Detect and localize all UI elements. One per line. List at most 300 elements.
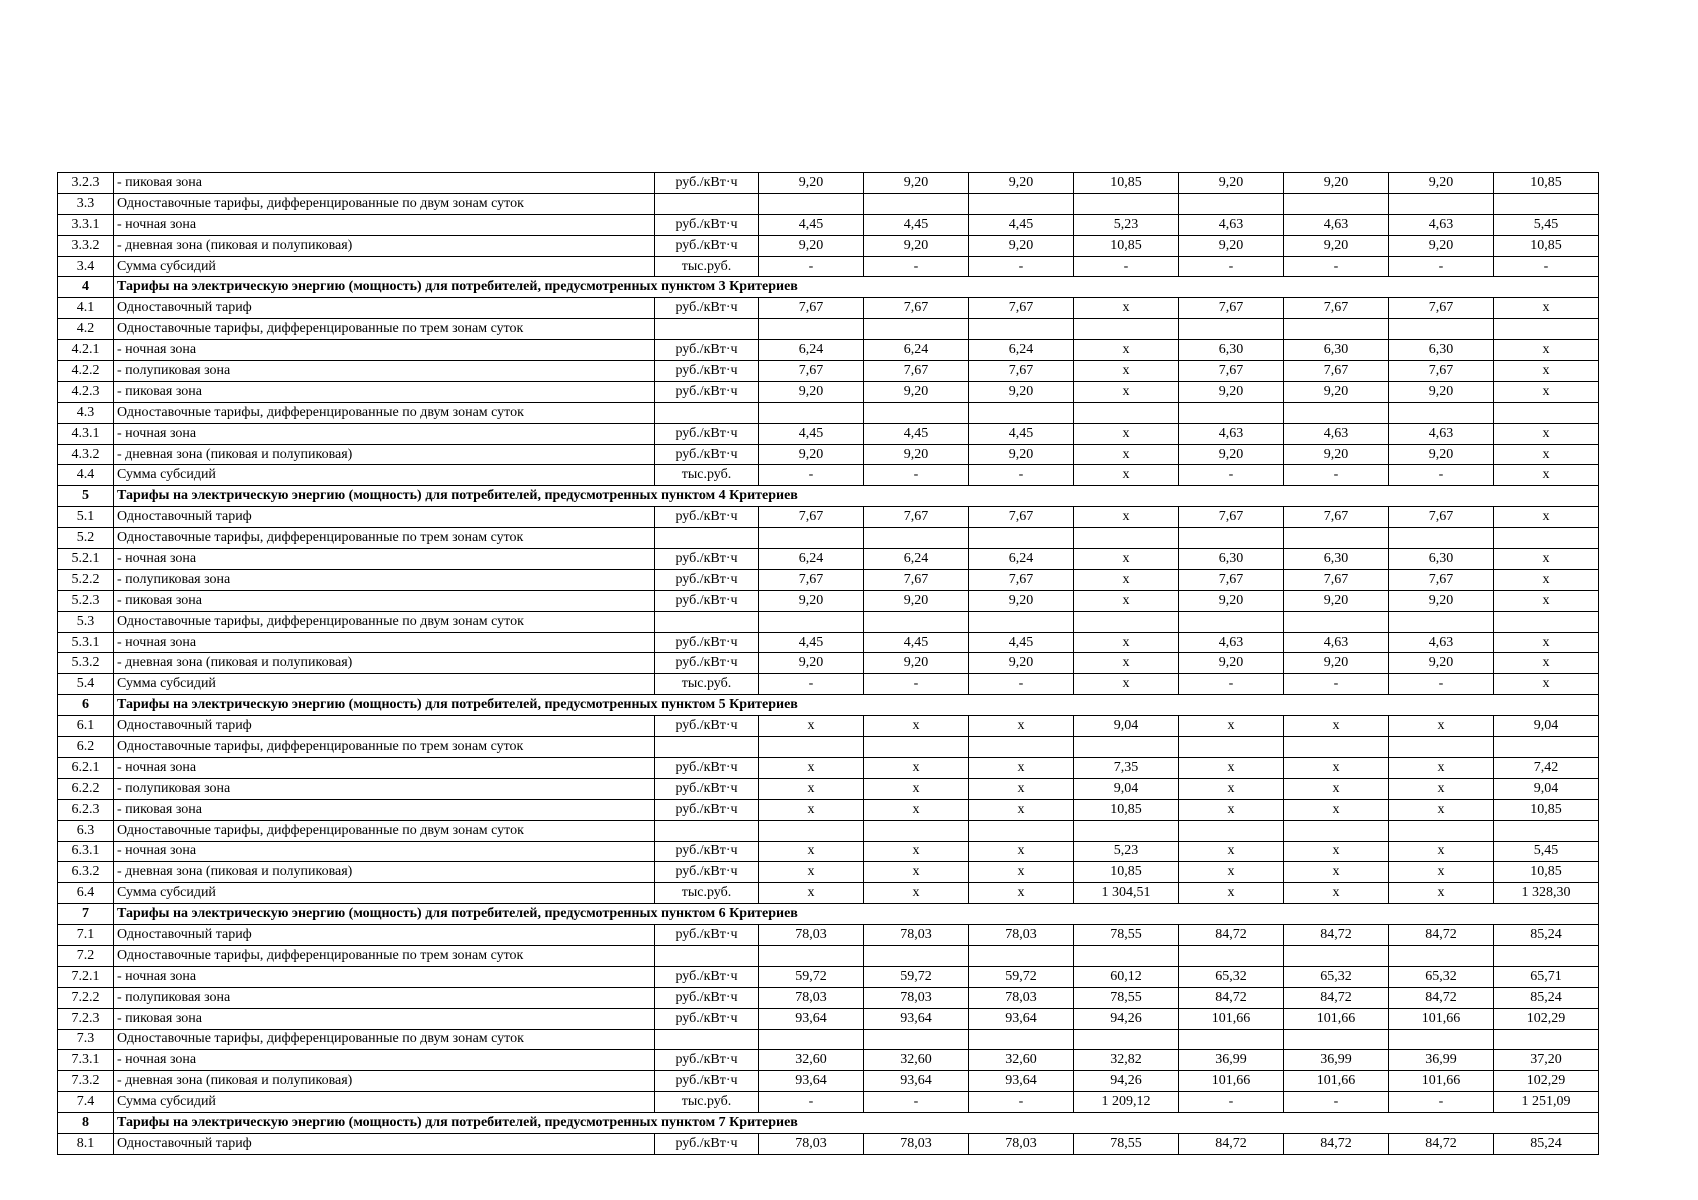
value-cell	[1074, 402, 1179, 423]
value-cell: x	[1284, 757, 1389, 778]
row-number: 4.2.3	[58, 381, 114, 402]
row-number: 7.2.2	[58, 987, 114, 1008]
value-cell	[1389, 945, 1494, 966]
value-cell: 6,24	[969, 340, 1074, 361]
value-cell: 4,45	[864, 214, 969, 235]
subheader-row	[58, 945, 1599, 966]
row-number: 7	[58, 904, 114, 925]
value-cell: -	[864, 1092, 969, 1113]
row-unit: тыс.руб.	[655, 883, 759, 904]
value-cell: x	[1284, 862, 1389, 883]
row-name: - ночная зона	[114, 423, 655, 444]
value-cell: 9,20	[1179, 590, 1284, 611]
value-cell	[864, 402, 969, 423]
value-cell: 9,20	[864, 653, 969, 674]
value-cell: 78,03	[864, 987, 969, 1008]
subheader-row	[58, 193, 1599, 214]
row-name: - ночная зона	[114, 340, 655, 361]
row-unit: тыс.руб.	[655, 256, 759, 277]
value-cell: 5,23	[1074, 841, 1179, 862]
row-unit	[655, 528, 759, 549]
table-row	[58, 757, 1599, 778]
row-unit: руб./кВт·ч	[655, 757, 759, 778]
value-cell	[864, 611, 969, 632]
value-cell: 6,24	[969, 549, 1074, 570]
value-cell: 78,03	[759, 987, 864, 1008]
value-cell	[759, 528, 864, 549]
section-header-row	[58, 904, 1599, 925]
value-cell: x	[1494, 674, 1599, 695]
value-cell: 7,67	[1389, 361, 1494, 382]
row-number: 6.2.3	[58, 799, 114, 820]
value-cell: x	[1494, 632, 1599, 653]
value-cell: 9,20	[1284, 381, 1389, 402]
row-name: Сумма субсидий	[114, 674, 655, 695]
value-cell: -	[969, 674, 1074, 695]
row-number: 5.2	[58, 528, 114, 549]
row-number: 5	[58, 486, 114, 507]
value-cell: 10,85	[1074, 862, 1179, 883]
row-name: Одноставочный тариф	[114, 1133, 655, 1154]
row-name: - ночная зона	[114, 549, 655, 570]
value-cell: 78,55	[1074, 987, 1179, 1008]
value-cell: 93,64	[759, 1071, 864, 1092]
value-cell: x	[759, 716, 864, 737]
value-cell: 84,72	[1284, 925, 1389, 946]
row-unit	[655, 319, 759, 340]
row-name: - ночная зона	[114, 632, 655, 653]
value-cell: x	[864, 778, 969, 799]
value-cell: 78,03	[759, 1133, 864, 1154]
value-cell: 60,12	[1074, 966, 1179, 987]
row-number: 3.3	[58, 193, 114, 214]
table-row	[58, 569, 1599, 590]
row-number: 6	[58, 695, 114, 716]
row-name: Одноставочный тариф	[114, 925, 655, 946]
row-number: 6.2	[58, 737, 114, 758]
value-cell: 4,45	[759, 423, 864, 444]
row-unit: руб./кВт·ч	[655, 632, 759, 653]
row-name: - полупиковая зона	[114, 987, 655, 1008]
value-cell: x	[969, 778, 1074, 799]
value-cell: 9,20	[1389, 381, 1494, 402]
row-name: Сумма субсидий	[114, 465, 655, 486]
row-number: 5.4	[58, 674, 114, 695]
value-cell: x	[1389, 862, 1494, 883]
value-cell	[759, 402, 864, 423]
value-cell	[1389, 737, 1494, 758]
value-cell: 101,66	[1179, 1071, 1284, 1092]
value-cell	[1389, 193, 1494, 214]
value-cell: 78,03	[864, 925, 969, 946]
value-cell	[1179, 1029, 1284, 1050]
row-name: Одноставочные тарифы, дифференцированные по двум зонам суток	[114, 1029, 655, 1050]
value-cell: x	[1494, 423, 1599, 444]
value-cell	[1494, 528, 1599, 549]
row-name: - пиковая зона	[114, 590, 655, 611]
value-cell: 4,63	[1389, 632, 1494, 653]
value-cell	[1389, 611, 1494, 632]
value-cell: x	[969, 716, 1074, 737]
value-cell: x	[1074, 381, 1179, 402]
row-unit: тыс.руб.	[655, 465, 759, 486]
value-cell: 9,04	[1074, 778, 1179, 799]
value-cell: x	[1284, 716, 1389, 737]
value-cell	[1494, 319, 1599, 340]
row-name: - дневная зона (пиковая и полупиковая)	[114, 862, 655, 883]
value-cell	[1389, 1029, 1494, 1050]
value-cell	[1494, 402, 1599, 423]
value-cell	[1074, 945, 1179, 966]
row-number: 4.1	[58, 298, 114, 319]
row-number: 4.2.1	[58, 340, 114, 361]
row-unit: руб./кВт·ч	[655, 862, 759, 883]
value-cell	[969, 820, 1074, 841]
value-cell: x	[1179, 862, 1284, 883]
value-cell: 101,66	[1284, 1071, 1389, 1092]
value-cell	[1179, 611, 1284, 632]
value-cell: 4,45	[759, 632, 864, 653]
value-cell: 32,60	[864, 1050, 969, 1071]
row-number: 4.4	[58, 465, 114, 486]
value-cell: x	[1074, 444, 1179, 465]
value-cell	[1179, 319, 1284, 340]
value-cell: 7,67	[864, 361, 969, 382]
value-cell: x	[1074, 674, 1179, 695]
value-cell: 9,20	[1284, 590, 1389, 611]
row-unit: руб./кВт·ч	[655, 423, 759, 444]
value-cell: x	[759, 883, 864, 904]
value-cell: x	[1494, 361, 1599, 382]
value-cell	[969, 193, 1074, 214]
row-unit: руб./кВт·ч	[655, 507, 759, 528]
value-cell: 94,26	[1074, 1008, 1179, 1029]
value-cell: 101,66	[1389, 1008, 1494, 1029]
value-cell: x	[1494, 507, 1599, 528]
value-cell	[1179, 820, 1284, 841]
value-cell: x	[1074, 465, 1179, 486]
value-cell: 7,67	[759, 569, 864, 590]
value-cell: 9,20	[969, 381, 1074, 402]
value-cell: x	[1074, 653, 1179, 674]
value-cell: 32,60	[759, 1050, 864, 1071]
value-cell: 65,32	[1389, 966, 1494, 987]
value-cell	[864, 820, 969, 841]
value-cell: -	[1389, 674, 1494, 695]
value-cell: -	[1389, 256, 1494, 277]
value-cell: 5,45	[1494, 214, 1599, 235]
value-cell: 1 328,30	[1494, 883, 1599, 904]
value-cell: x	[1074, 507, 1179, 528]
value-cell	[1494, 193, 1599, 214]
value-cell: x	[969, 757, 1074, 778]
value-cell: 9,20	[1389, 235, 1494, 256]
value-cell: 4,45	[969, 214, 1074, 235]
value-cell: 7,67	[864, 298, 969, 319]
value-cell	[864, 945, 969, 966]
value-cell: x	[864, 757, 969, 778]
value-cell: 85,24	[1494, 987, 1599, 1008]
table-row	[58, 340, 1599, 361]
value-cell: -	[759, 1092, 864, 1113]
value-cell: x	[1179, 778, 1284, 799]
value-cell: 9,20	[1389, 590, 1494, 611]
row-number: 5.1	[58, 507, 114, 528]
row-number: 8.1	[58, 1133, 114, 1154]
value-cell	[1389, 319, 1494, 340]
value-cell: x	[1074, 569, 1179, 590]
row-name: - полупиковая зона	[114, 361, 655, 382]
row-number: 7.2.3	[58, 1008, 114, 1029]
value-cell: 78,03	[969, 987, 1074, 1008]
value-cell: 102,29	[1494, 1071, 1599, 1092]
value-cell: 7,67	[1389, 298, 1494, 319]
value-cell: 6,30	[1389, 549, 1494, 570]
value-cell: 4,63	[1284, 632, 1389, 653]
value-cell	[1284, 611, 1389, 632]
row-name: - ночная зона	[114, 966, 655, 987]
value-cell	[969, 1029, 1074, 1050]
table-row	[58, 214, 1599, 235]
row-unit: руб./кВт·ч	[655, 340, 759, 361]
row-number: 7.1	[58, 925, 114, 946]
value-cell: -	[1179, 256, 1284, 277]
row-number: 4	[58, 277, 114, 298]
subheader-row	[58, 402, 1599, 423]
row-unit	[655, 193, 759, 214]
row-number: 4.2.2	[58, 361, 114, 382]
section-title: Тарифы на электрическую энергию (мощность) для потребителей, предусмотренных пунктом 3 Критериев	[114, 277, 1599, 298]
value-cell: 6,24	[864, 340, 969, 361]
row-unit: руб./кВт·ч	[655, 214, 759, 235]
value-cell: 84,72	[1389, 925, 1494, 946]
row-unit: руб./кВт·ч	[655, 173, 759, 194]
value-cell: 9,20	[759, 444, 864, 465]
table-row	[58, 966, 1599, 987]
table-row	[58, 423, 1599, 444]
value-cell: 7,67	[864, 507, 969, 528]
row-name: - ночная зона	[114, 214, 655, 235]
value-cell: 93,64	[864, 1008, 969, 1029]
value-cell: 9,20	[759, 653, 864, 674]
value-cell: x	[759, 862, 864, 883]
row-name: - пиковая зона	[114, 381, 655, 402]
row-number: 3.3.1	[58, 214, 114, 235]
section-title: Тарифы на электрическую энергию (мощность) для потребителей, предусмотренных пунктом 5 Критериев	[114, 695, 1599, 716]
row-unit: руб./кВт·ч	[655, 569, 759, 590]
value-cell: -	[1284, 465, 1389, 486]
row-number: 6.3	[58, 820, 114, 841]
value-cell	[1284, 402, 1389, 423]
row-number: 4.2	[58, 319, 114, 340]
value-cell: 78,03	[759, 925, 864, 946]
value-cell: 7,67	[1389, 569, 1494, 590]
value-cell: x	[969, 883, 1074, 904]
row-name: - полупиковая зона	[114, 778, 655, 799]
value-cell	[1074, 611, 1179, 632]
value-cell: 4,63	[1284, 423, 1389, 444]
value-cell: 9,04	[1494, 778, 1599, 799]
row-unit: руб./кВт·ч	[655, 799, 759, 820]
row-number: 6.1	[58, 716, 114, 737]
value-cell	[759, 193, 864, 214]
row-name: Сумма субсидий	[114, 1092, 655, 1113]
value-cell: -	[759, 674, 864, 695]
row-name: Одноставочные тарифы, дифференцированные по двум зонам суток	[114, 820, 655, 841]
row-name: Одноставочные тарифы, дифференцированные по трем зонам суток	[114, 945, 655, 966]
row-number: 3.2.3	[58, 173, 114, 194]
row-name: - дневная зона (пиковая и полупиковая)	[114, 653, 655, 674]
value-cell: x	[1074, 590, 1179, 611]
row-name: Одноставочные тарифы, дифференцированные по трем зонам суток	[114, 737, 655, 758]
subheader-row	[58, 319, 1599, 340]
value-cell: 9,20	[759, 173, 864, 194]
row-name: Одноставочные тарифы, дифференцированные по трем зонам суток	[114, 528, 655, 549]
value-cell: 9,20	[864, 173, 969, 194]
value-cell: -	[759, 256, 864, 277]
value-cell: x	[1284, 778, 1389, 799]
value-cell: 6,24	[864, 549, 969, 570]
value-cell: 32,60	[969, 1050, 1074, 1071]
value-cell: 84,72	[1179, 1133, 1284, 1154]
row-number: 7.3.2	[58, 1071, 114, 1092]
value-cell: 9,20	[1389, 173, 1494, 194]
value-cell	[759, 820, 864, 841]
subheader-row	[58, 820, 1599, 841]
value-cell: 101,66	[1389, 1071, 1494, 1092]
section-title: Тарифы на электрическую энергию (мощность) для потребителей, предусмотренных пунктом 6 Критериев	[114, 904, 1599, 925]
value-cell	[969, 319, 1074, 340]
value-cell: 78,03	[969, 1133, 1074, 1154]
value-cell	[1074, 193, 1179, 214]
value-cell: 94,26	[1074, 1071, 1179, 1092]
value-cell	[1074, 737, 1179, 758]
row-name: Одноставочный тариф	[114, 298, 655, 319]
value-cell: 7,42	[1494, 757, 1599, 778]
section-header-row	[58, 277, 1599, 298]
value-cell: 78,03	[969, 925, 1074, 946]
table-row	[58, 1071, 1599, 1092]
value-cell: 65,32	[1284, 966, 1389, 987]
value-cell: 9,20	[969, 173, 1074, 194]
value-cell: -	[1494, 256, 1599, 277]
row-name: Одноставочные тарифы, дифференцированные по двум зонам суток	[114, 611, 655, 632]
value-cell: 9,20	[969, 235, 1074, 256]
value-cell: x	[864, 841, 969, 862]
value-cell: 7,67	[1179, 507, 1284, 528]
value-cell: 4,45	[759, 214, 864, 235]
table-row	[58, 987, 1599, 1008]
value-cell: x	[864, 862, 969, 883]
row-unit: руб./кВт·ч	[655, 381, 759, 402]
subheader-row	[58, 611, 1599, 632]
value-cell	[969, 402, 1074, 423]
value-cell: -	[1179, 1092, 1284, 1113]
value-cell: 7,67	[759, 507, 864, 528]
table-row	[58, 256, 1599, 277]
table-row	[58, 653, 1599, 674]
row-number: 5.3	[58, 611, 114, 632]
row-number: 7.2.1	[58, 966, 114, 987]
value-cell: 9,20	[1179, 235, 1284, 256]
value-cell: x	[1389, 757, 1494, 778]
table-row	[58, 716, 1599, 737]
row-name: - дневная зона (пиковая и полупиковая)	[114, 1071, 655, 1092]
value-cell: -	[864, 256, 969, 277]
value-cell: x	[1494, 590, 1599, 611]
value-cell: x	[1494, 340, 1599, 361]
row-number: 6.2.1	[58, 757, 114, 778]
value-cell	[759, 945, 864, 966]
value-cell: 9,20	[1179, 173, 1284, 194]
value-cell: -	[1179, 465, 1284, 486]
value-cell: x	[759, 841, 864, 862]
value-cell: 1 304,51	[1074, 883, 1179, 904]
value-cell: x	[1179, 799, 1284, 820]
row-unit: руб./кВт·ч	[655, 1050, 759, 1071]
row-name: - пиковая зона	[114, 1008, 655, 1029]
table-row	[58, 465, 1599, 486]
value-cell: -	[1389, 465, 1494, 486]
row-number: 5.2.3	[58, 590, 114, 611]
value-cell: -	[759, 465, 864, 486]
subheader-row	[58, 528, 1599, 549]
row-unit: тыс.руб.	[655, 674, 759, 695]
value-cell: 6,30	[1284, 340, 1389, 361]
value-cell: x	[1074, 632, 1179, 653]
value-cell: 7,67	[864, 569, 969, 590]
value-cell: 4,45	[969, 632, 1074, 653]
table-row	[58, 361, 1599, 382]
value-cell: 7,67	[1179, 361, 1284, 382]
value-cell: 9,20	[864, 381, 969, 402]
row-unit	[655, 611, 759, 632]
value-cell: 10,85	[1494, 173, 1599, 194]
row-number: 6.3.1	[58, 841, 114, 862]
value-cell: 10,85	[1494, 799, 1599, 820]
table-row	[58, 883, 1599, 904]
value-cell: 65,32	[1179, 966, 1284, 987]
row-unit	[655, 402, 759, 423]
value-cell: x	[1074, 361, 1179, 382]
row-name: - ночная зона	[114, 1050, 655, 1071]
value-cell: x	[1179, 841, 1284, 862]
tariff-table	[57, 172, 1599, 1155]
row-unit	[655, 945, 759, 966]
value-cell: 4,63	[1179, 632, 1284, 653]
value-cell: x	[1389, 883, 1494, 904]
value-cell: 101,66	[1284, 1008, 1389, 1029]
value-cell: x	[1494, 298, 1599, 319]
value-cell: -	[1284, 256, 1389, 277]
table-row	[58, 778, 1599, 799]
value-cell: 4,63	[1389, 423, 1494, 444]
value-cell: 9,20	[1389, 444, 1494, 465]
row-name: Одноставочный тариф	[114, 507, 655, 528]
value-cell: x	[1389, 778, 1494, 799]
value-cell: x	[1494, 444, 1599, 465]
row-name: - дневная зона (пиковая и полупиковая)	[114, 444, 655, 465]
value-cell	[1284, 319, 1389, 340]
row-number: 6.2.2	[58, 778, 114, 799]
value-cell	[1284, 820, 1389, 841]
value-cell: 78,55	[1074, 1133, 1179, 1154]
value-cell: 9,20	[1284, 173, 1389, 194]
row-number: 7.3.1	[58, 1050, 114, 1071]
value-cell: 93,64	[759, 1008, 864, 1029]
value-cell: 84,72	[1284, 1133, 1389, 1154]
row-unit	[655, 737, 759, 758]
